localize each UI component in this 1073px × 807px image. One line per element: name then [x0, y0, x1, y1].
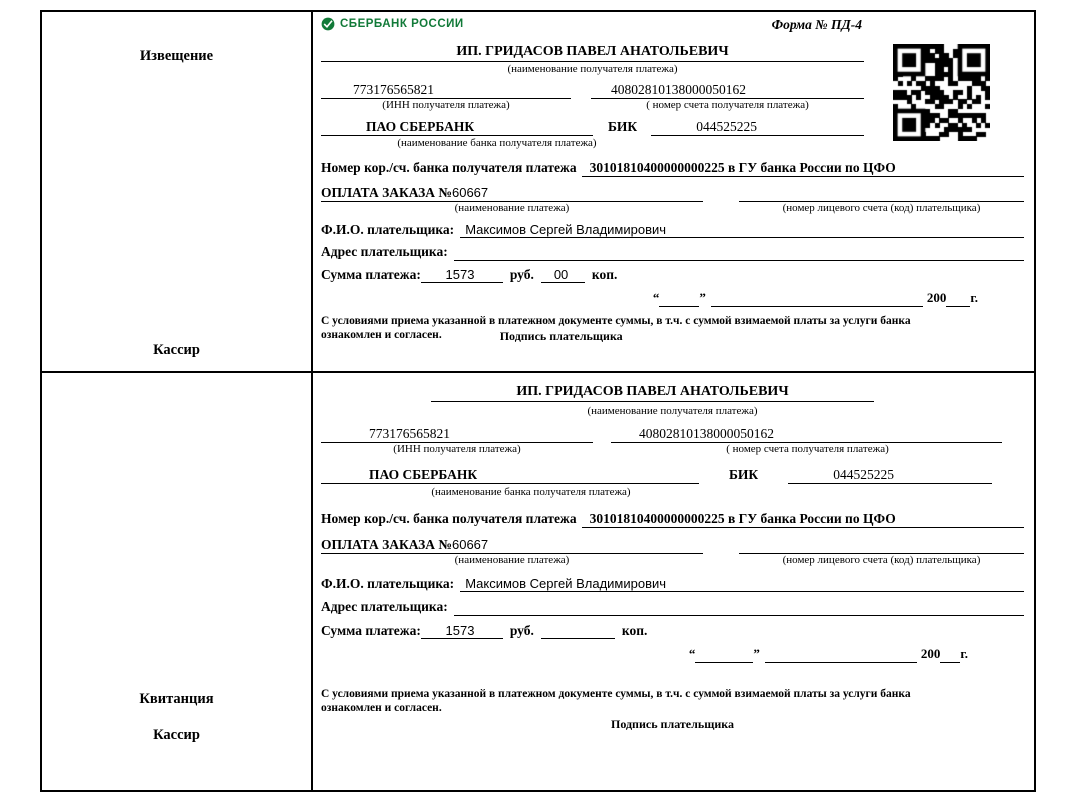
payment-name-field: [321, 537, 703, 554]
sum-rubles: 1573: [421, 267, 503, 283]
recipient-name: ИП. ГРИДАСОВ ПАВЕЛ АНАТОЛЬЕВИЧ: [431, 384, 874, 402]
rub-label: руб.: [509, 267, 534, 282]
bik-value: 044525225: [651, 119, 864, 136]
payer-name-value: Максимов Сергей Владимирович: [460, 576, 1024, 592]
terms-line1: С условиями приема указанной в платежном документе суммы, в т.ч. с суммой взимаемой платы за услуги банка: [321, 315, 911, 327]
payer-address-label: Адрес плательщика:: [321, 599, 448, 614]
section-notice: [42, 12, 1034, 373]
corr-account-value: 30101810400000000225 в ГУ банка России по ЦФО: [582, 511, 1024, 528]
payment-name-field: [321, 185, 703, 202]
sum-rubles: 1573: [421, 623, 503, 639]
payer-signature-label: Подпись плательщика: [611, 717, 734, 732]
terms-line1: С условиями приема указанной в платежном документе суммы, в т.ч. с суммой взимаемой платы за услуги банка: [321, 688, 911, 700]
date-month-field: [765, 646, 917, 663]
quote-open: “: [688, 646, 696, 661]
terms-line2: ознакомлен и согласен.: [321, 702, 442, 715]
personal-account-field: [739, 537, 1024, 554]
date-day-field: [695, 646, 753, 663]
year-suffix: г.: [960, 646, 968, 661]
payer-name-label: Ф.И.О. плательщика:: [321, 222, 455, 237]
payment-caption: (наименование платежа): [454, 202, 570, 214]
quote-open: “: [652, 290, 660, 305]
sum-label: Сумма платежа:: [321, 623, 421, 638]
bik-label: БИК: [608, 119, 638, 134]
cashier-label: Кассир: [153, 727, 200, 743]
date-year-field: [946, 290, 970, 307]
payer-signature-label: Подпись плательщика: [499, 329, 623, 344]
order-number: 60667: [451, 185, 489, 200]
year-prefix: 200: [920, 646, 941, 661]
recipient-name: ИП. ГРИДАСОВ ПАВЕЛ АНАТОЛЬЕВИЧ: [321, 44, 864, 62]
personal-account-caption: (номер лицевого счета (код) плательщика): [782, 554, 981, 566]
date-year-field: [940, 646, 960, 663]
corr-account-value: 30101810400000000225 в ГУ банка России по ЦФО: [582, 160, 1024, 177]
quote-close: ”: [699, 290, 706, 305]
logo-row: [321, 17, 1024, 41]
inn-value: 773176565821: [321, 82, 571, 99]
sberbank-logo: [321, 17, 464, 31]
notice-side-column: [42, 12, 313, 371]
sum-kopecks: 00: [541, 267, 585, 283]
payment-caption: (наименование платежа): [454, 554, 570, 566]
inn-caption: (ИНН получателя платежа): [393, 443, 521, 455]
inn-caption: (ИНН получателя платежа): [382, 99, 510, 111]
bank-caption: (наименование банка получателя платежа): [397, 137, 597, 149]
payment-name-label: ОПЛАТА ЗАКАЗА №: [321, 185, 452, 200]
kop-label: коп.: [621, 623, 648, 638]
year-suffix: г.: [970, 290, 978, 305]
payer-name-value: Максимов Сергей Владимирович: [460, 222, 1024, 238]
recipient-caption: (наименование получателя платежа): [587, 405, 758, 417]
receipt-label: Квитанция: [139, 691, 214, 707]
inn-value: 773176565821: [321, 426, 593, 443]
sum-label: Сумма платежа:: [321, 267, 421, 282]
bank-caption: (наименование банка получателя платежа): [431, 486, 631, 498]
account-caption: ( номер счета получателя платежа): [646, 99, 809, 111]
cashier-label: Кассир: [153, 342, 200, 358]
notice-form-area: [313, 12, 1034, 371]
form-number: Форма № ПД-4: [771, 17, 862, 32]
notice-label: Извещение: [139, 48, 214, 64]
account-caption: ( номер счета получателя платежа): [726, 443, 889, 455]
sberbank-logo-text: СБЕРБАНК РОССИИ: [340, 18, 464, 30]
receipt-form-area: [313, 373, 1034, 790]
account-value: 40802810138000050162: [611, 426, 1002, 443]
corr-account-label: Номер кор./сч. банка получателя платежа: [321, 511, 577, 526]
date-line: [321, 646, 968, 663]
section-receipt: [42, 373, 1034, 790]
bank-name: ПАО СБЕРБАНК: [321, 467, 699, 484]
date-month-field: [711, 290, 923, 307]
receipt-side-column: [42, 373, 313, 790]
qr-code: [893, 44, 990, 141]
year-prefix: 200: [926, 290, 947, 305]
order-number: 60667: [451, 537, 489, 552]
bik-label: БИК: [729, 467, 759, 482]
personal-account-caption: (номер лицевого счета (код) плательщика): [782, 202, 981, 214]
payer-address-value: [454, 244, 1024, 261]
sum-kopecks: [541, 623, 615, 639]
kop-label: коп.: [591, 267, 618, 282]
terms-line2: ознакомлен и согласен.: [321, 329, 442, 342]
corr-account-label: Номер кор./сч. банка получателя платежа: [321, 160, 577, 175]
payer-name-label: Ф.И.О. плательщика:: [321, 576, 455, 591]
rub-label: руб.: [509, 623, 534, 638]
quote-close: ”: [753, 646, 760, 661]
payment-form-pd4: [40, 10, 1036, 792]
payer-address-label: Адрес плательщика:: [321, 244, 448, 259]
payment-name-label: ОПЛАТА ЗАКАЗА №: [321, 537, 452, 552]
bik-value: 044525225: [788, 467, 992, 484]
sberbank-logo-icon: [321, 17, 335, 31]
bank-name: ПАО СБЕРБАНК: [321, 119, 593, 136]
payer-address-value: [454, 599, 1024, 616]
date-line: [321, 290, 978, 307]
personal-account-field: [739, 185, 1024, 202]
recipient-caption: (наименование получателя платежа): [507, 63, 678, 75]
account-value: 40802810138000050162: [591, 82, 864, 99]
date-day-field: [659, 290, 699, 307]
